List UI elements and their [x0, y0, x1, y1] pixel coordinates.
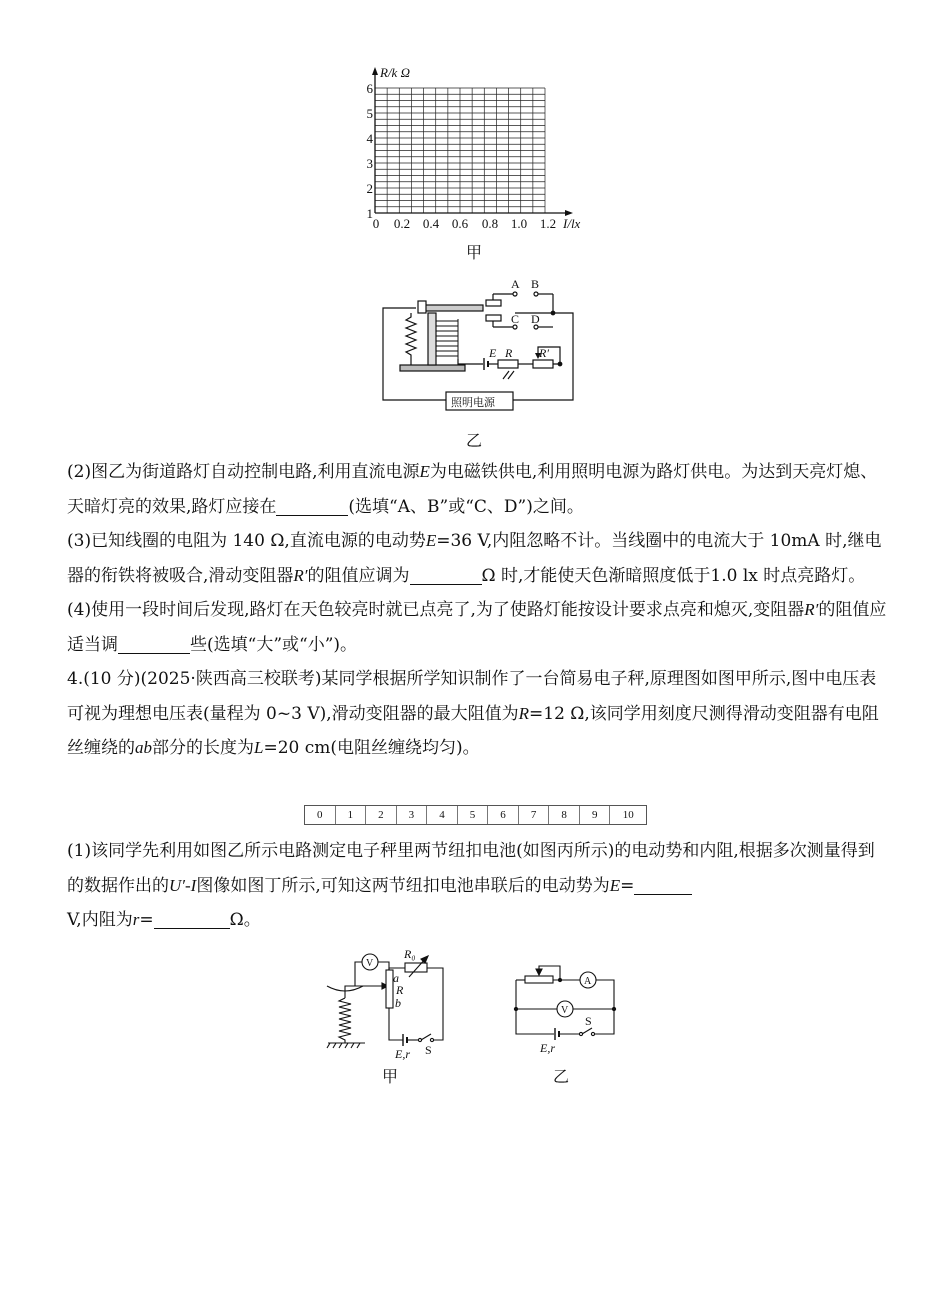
symbol-ab: ab	[135, 738, 152, 757]
ruler-cell: 2	[366, 806, 397, 824]
spring	[406, 313, 416, 363]
x-tick-labels	[373, 216, 556, 231]
measure-caption: 乙	[553, 1067, 570, 1086]
y-tick-label: 1	[366, 206, 373, 221]
label-b: B	[531, 277, 540, 291]
ruler-cell: 9	[580, 806, 611, 824]
label-d: D	[531, 312, 540, 326]
label-r: R	[396, 983, 404, 997]
y-axis-arrow	[372, 67, 378, 75]
y-tick-labels	[367, 81, 374, 221]
rheostat	[525, 976, 553, 983]
x-tick-label: 1.0	[510, 216, 528, 231]
scale-spring	[339, 998, 351, 1043]
control-wire	[458, 359, 483, 364]
label-r-prime: R′	[539, 346, 549, 360]
q4-text: 的阻值应适当调	[67, 600, 887, 655]
problem4-text: =12 Ω,该同学用刻度尺测得	[529, 703, 743, 724]
q4-text: 些(选填“大”或“小”)。	[190, 634, 358, 655]
ruler-cell: 8	[549, 806, 580, 824]
label-v: V	[561, 1005, 569, 1016]
contact-top	[486, 300, 501, 306]
graph-caption: 甲	[466, 243, 483, 262]
label-v: V	[366, 958, 374, 969]
symbol-r: r	[132, 910, 140, 929]
problem4-q1-text: =	[620, 875, 635, 896]
photoresistor	[498, 360, 518, 368]
answer-blank[interactable]	[276, 497, 348, 516]
problem4-text: 部分的长度为	[152, 738, 254, 758]
switch-s	[421, 1034, 431, 1040]
q2-text: (2)图乙为街道路灯自动控制电路,利用直流电源	[67, 462, 420, 482]
problem4-text: 4.(10 分)(2025·陕西高三校联考)某同学根据所学知识制作了一台简易电子秤,原理图如图甲所示,图	[67, 669, 809, 689]
relay-caption: 乙	[466, 431, 483, 450]
q3-text: 1.0 lx 时点亮路灯。	[710, 565, 866, 586]
label-c: C	[511, 312, 520, 326]
q3-text: mA 时,继电器的衔铁将被吸合,滑动变阻器	[67, 531, 882, 586]
y-tick-label: 4	[366, 131, 373, 146]
r-vs-illuminance-graph	[340, 60, 600, 260]
ruler-cell: 7	[519, 806, 550, 824]
rheostat-r	[386, 970, 393, 1008]
q2-text: 为电磁铁供电,利用照明电源为路灯供电。为达	[429, 462, 776, 482]
q3-text: (3)已知线圈的电阻为 140 Ω,直流电源的电动势	[67, 531, 426, 551]
problem4-text: =20 cm(电阻丝缠绕均匀)。	[263, 738, 480, 758]
label-r: R	[505, 346, 513, 360]
label-s: S	[585, 1014, 592, 1028]
relay-coil	[436, 319, 458, 359]
y-tick-label: 5	[366, 106, 373, 121]
x-tick-label: 0	[372, 216, 380, 231]
relay-base	[400, 365, 465, 371]
label-b: b	[395, 996, 401, 1010]
symbol-r: R	[518, 703, 530, 723]
x-axis-label: I/lx	[563, 216, 581, 231]
ruler-cell: 4	[427, 806, 458, 824]
relay-circuit-diagram	[378, 275, 578, 415]
problem4-q1-text: 图像如图丁所示,可知这两节纽扣电池串联后的电动势为	[196, 875, 610, 896]
q4-text: (4)使用一段时间后发现,路灯在天色较亮时就已点亮了,为了使路灯能按设计要求点亮和熄灭,变阻	[67, 600, 788, 620]
emf-measurement-circuit	[510, 958, 620, 1058]
q4-paragraph	[67, 593, 887, 662]
answer-blank[interactable]	[410, 566, 482, 585]
label-er: E,r	[395, 1047, 410, 1061]
ruler-cell: 5	[458, 806, 489, 824]
y-axis-label: R/k Ω	[380, 65, 410, 80]
question-text-block-2	[67, 834, 887, 938]
relay-armature	[423, 305, 483, 311]
problem4-q1-text: V,内阻为	[67, 910, 133, 930]
ruler-cell: 3	[397, 806, 428, 824]
answer-blank[interactable]	[154, 910, 230, 929]
symbol-l: L	[254, 738, 264, 757]
answer-blank[interactable]	[634, 876, 692, 895]
y-tick-label: 3	[366, 156, 373, 171]
q3-text: 的阻值应调为	[307, 565, 410, 586]
problem4-text: 滑动变阻器有电阻丝缠绕的	[67, 703, 879, 758]
contact-bottom	[486, 315, 501, 321]
problem4-q1-text: 次测量得到的数据作出的	[67, 841, 875, 896]
q2-text: 到天亮灯熄、天暗灯亮的效果,路灯应接在	[67, 462, 878, 517]
relay-pivot	[418, 301, 426, 313]
problem4-q1-paragraph	[67, 834, 887, 938]
symbol-e: E	[609, 875, 621, 895]
label-a: a	[393, 971, 399, 985]
symbol-u-i: U′-I	[169, 875, 197, 895]
q3-text: Ω 时,才能使天色渐暗照度低于	[481, 565, 711, 586]
symbol-e: E	[425, 531, 437, 550]
question-text-block-1	[67, 455, 887, 766]
terminal-b	[534, 292, 538, 296]
switch-s	[582, 1028, 592, 1034]
problem4-text: 中电压表可视为理想电压表(量程为 0~3 V),滑动变阻器的最大阻值为	[67, 669, 877, 724]
y-tick-label: 2	[366, 181, 373, 196]
ruler-cell: 6	[488, 806, 519, 824]
q2-paragraph	[67, 455, 887, 524]
label-a: A	[584, 976, 592, 987]
scale-caption: 甲	[382, 1067, 399, 1086]
ruler-cell: 0	[305, 806, 336, 824]
x-tick-label: 0.2	[393, 216, 411, 231]
symbol-r-prime: R′	[804, 600, 819, 619]
power-label: 照明电源	[451, 397, 495, 409]
problem4-q1-text: =	[139, 910, 154, 930]
problem4-paragraph	[67, 662, 887, 766]
y-tick-label: 6	[366, 81, 373, 96]
q3-paragraph	[67, 524, 887, 593]
problem4-q1-text: (1)该同学先利用如图乙所示电路测定电子秤里两节纽扣电池(如图丙所示)的电动势和内阻,根据多	[67, 841, 790, 861]
rheostat	[533, 360, 553, 368]
x-tick-label: 0.8	[481, 216, 499, 231]
relay-core	[428, 313, 436, 365]
ruler-cell: 1	[336, 806, 367, 824]
problem4-q1-text: Ω。	[229, 910, 261, 930]
q2-text: (选填“A、B”或“C、D”)之间。	[348, 496, 584, 517]
x-tick-label: 0.6	[451, 216, 469, 231]
x-tick-label: 0.4	[422, 216, 440, 231]
terminal-a	[513, 292, 517, 296]
label-er: E,r	[540, 1041, 555, 1055]
answer-blank[interactable]	[118, 635, 190, 654]
ruler	[304, 805, 647, 825]
label-a: A	[511, 277, 520, 291]
resistor-r0	[405, 963, 427, 972]
ruler-cell: 10	[622, 809, 634, 821]
label-e: E	[489, 346, 497, 360]
q3-text: =36 V,内阻忽略不计。当线圈中的电流大于 10	[436, 531, 792, 551]
symbol-e: E	[419, 462, 430, 481]
q4-text: 器	[787, 600, 805, 620]
label-r0: R₀	[404, 947, 416, 961]
x-tick-label: 1.2	[539, 216, 557, 231]
ground-hatch	[327, 1043, 360, 1048]
label-s: S	[425, 1043, 432, 1057]
symbol-r-prime: R′	[293, 565, 308, 585]
electronic-scale-circuit	[325, 942, 450, 1067]
graph-grid	[375, 88, 545, 213]
